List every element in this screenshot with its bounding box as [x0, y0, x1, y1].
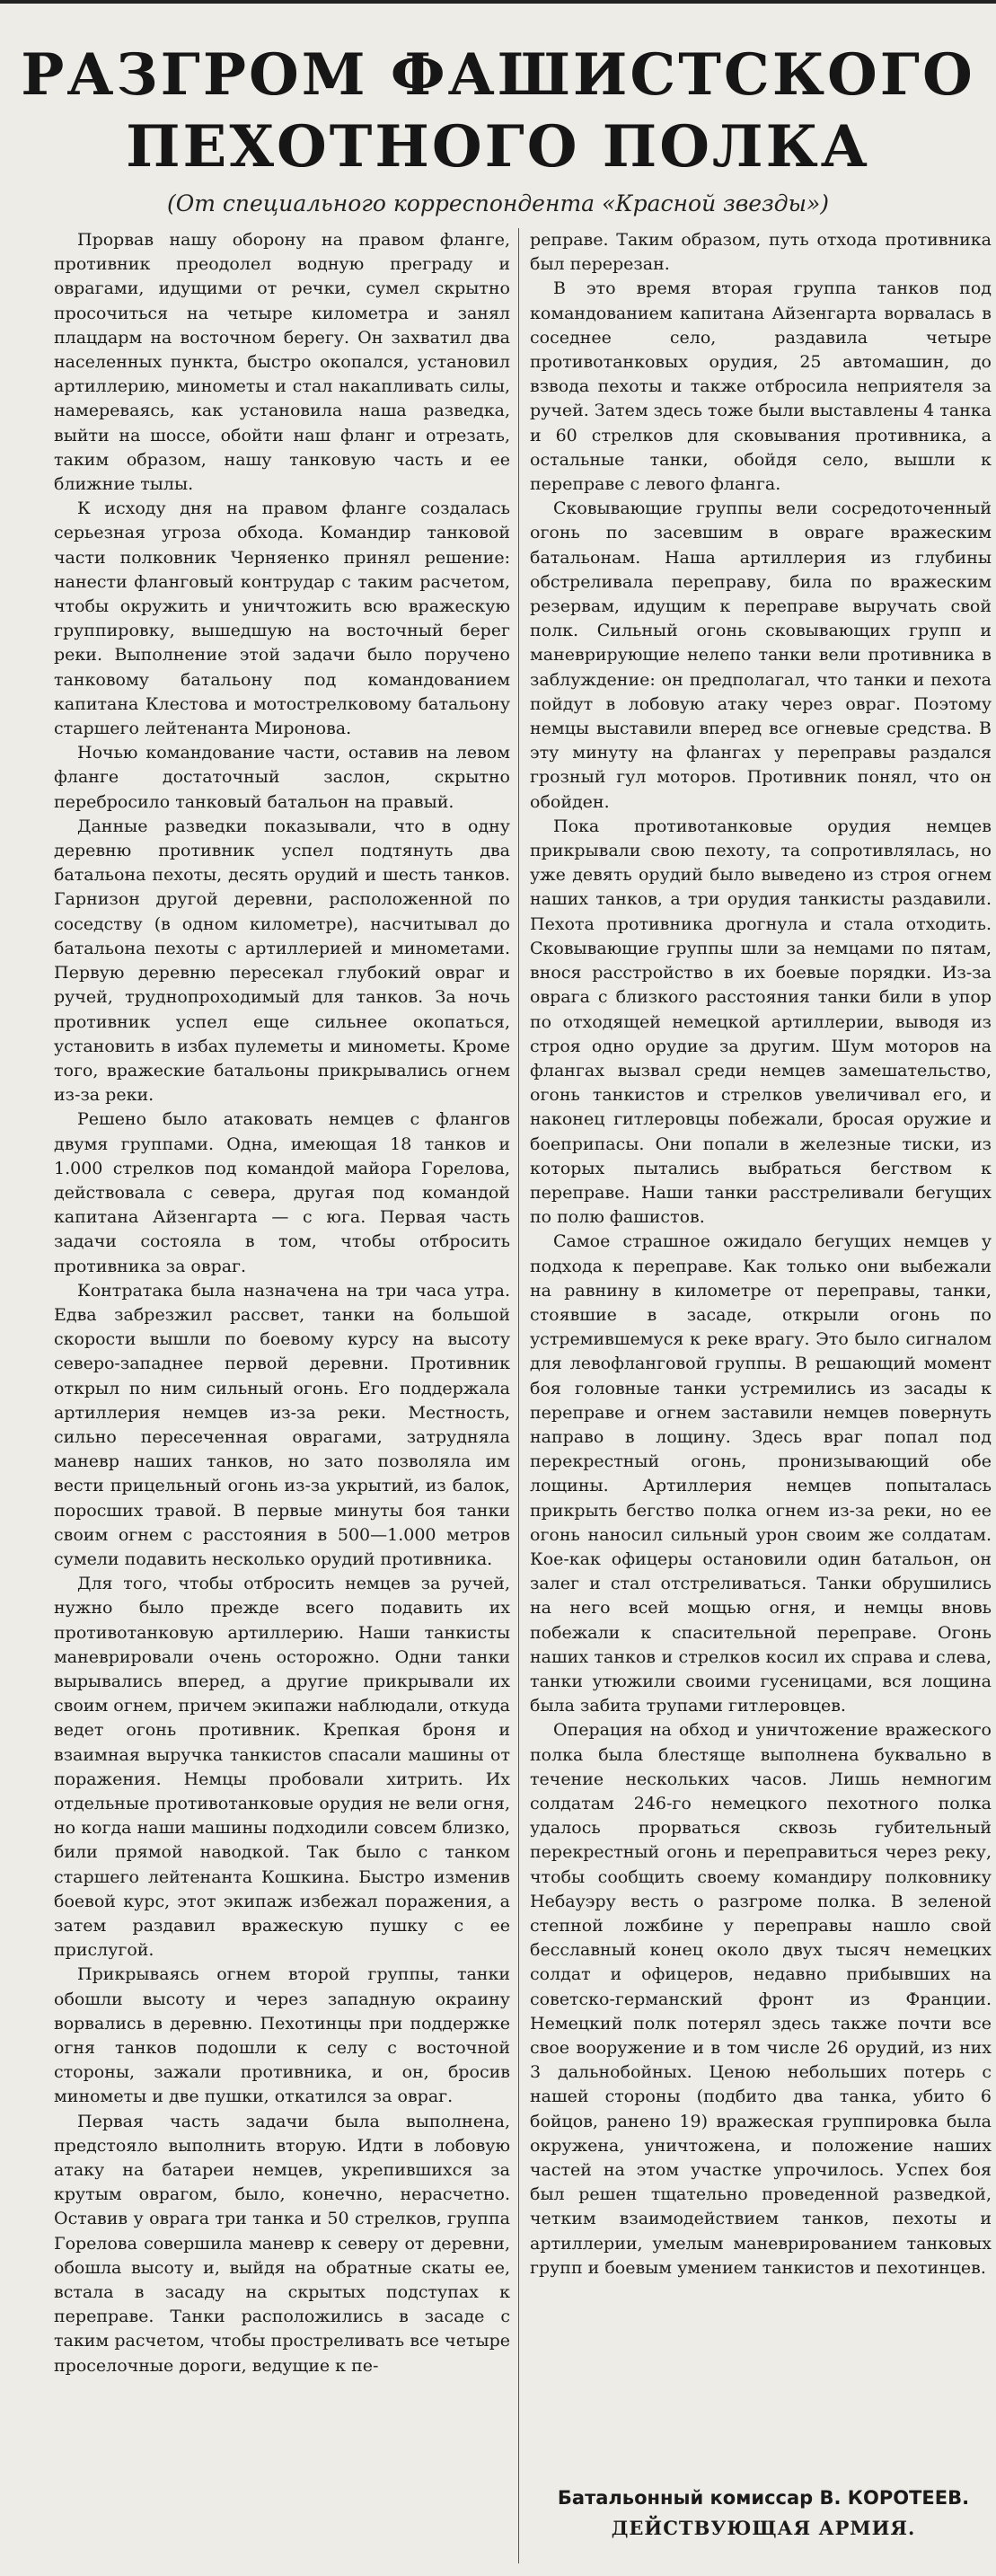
paragraph: Пока противотанковые орудия немцев прикрывали свою пехоту, та сопротивлялась, но уже девять орудий было выведено из строя огнем наших танков, а три орудия танкисты раздавили. Пехота противника дрогнула и стала отходить. Сковывающие группы шли за немцами по пятам, внося расстройство в их боевые порядки. Из-за оврага с близкого расстояния танки били в упор по отходящей немецкой артиллерии, выводя из строя одно орудие за другим. Шум моторов на флангах вызвал среди немцев замешательство, огонь танкистов и стрелков увеличивал его, и наконец гитлеровцы побежали, бросая оружие и боеприпасы. Они попали в железные тиски, из которых пытались выбраться бегством к переправе. Наши танки расстреливали бегущих по полю фашистов. [530, 816, 992, 1228]
paragraph: Решено было атаковать немцев с флангов двумя группами. Одна, имеющая 18 танков и 1.000 стрелков под командой майора Горелова, действовала с севера, другая под командой капитана Айзенгарта — с юга. Первая часть задачи состояла в том, чтобы отбросить противника за овраг. [54, 1109, 510, 1276]
column-divider [518, 228, 519, 2563]
paragraph: реправе. Таким образом, путь отхода противника был перерезан. [530, 230, 992, 275]
headline-line-1: РАЗГРОМ ФАШИСТСКОГО [21, 41, 975, 109]
paragraph: Прорвав нашу оборону на правом фланге, противник преодолел водную преграду и оврагами, идущими от речки, сумел скрытно просочиться на четыре километра и занял плацдарм на восточном берегу. Он захватил два населенных пункта, быстро окопался, установил артиллерию, минометы и стал накапливать силы, намереваясь, как установила наша разведка, выйти на шоссе, обойти наш фланг и отрезать, таким образом, нашу танковую часть и ее ближние тылы. [54, 230, 510, 495]
paragraph: Первая часть задачи была выполнена, предстояло выполнить вторую. Идти в лобовую атаку на батареи немцев, укрепившихся за крутым оврагом, было, конечно, нерасчетно. Оставив у оврага три танка и 50 стрелков, группа Горелова совершила маневр к северу от деревни, обошла высоту и, выйдя на обратные скаты ее, встала в засаду на скрытых подступах к переправе. Танки расположились в засаде с таким расчетом, чтобы простреливать все четыре проселочные дороги, ведущие к пе- [54, 2111, 510, 2376]
byline: (От специального корреспондента «Красной звезды») [167, 190, 829, 216]
dateline: ДЕЙСТВУЮЩАЯ АРМИЯ. [611, 2517, 916, 2539]
paragraph: Ночью командование части, оставив на левом фланге достаточный заслон, скрытно перебросило танковый батальон на правый. [54, 743, 510, 812]
paragraph: Прикрываясь огнем второй группы, танки обошли высоту и через западную окраину ворвались в деревню. Пехотинцы при поддержке огня танков подошли к селу с восточной стороны, зажали противника, и он, бросив минометы и две пушки, откатился за овраг. [54, 1964, 510, 2107]
paragraph: Сковывающие группы вели сосредоточенный огонь по засевшим в овраге вражеским батальонам. Наша артиллерия из глубины обстреливала переправу, била по вражеским резервам, идущим к переправе выручать свой полк. Сильный огонь сковывающих групп и маневрирующие нелепо танки вели противника в заблуждение: он предполагал, что танки и пехота пойдут в лобовую атаку через овраг. Поэтому немцы выставили вперед все огневые средства. В эту минуту на флангах у переправы раздался грозный гул моторов. Противник понял, что он обойден. [530, 498, 992, 812]
signature-block [539, 2483, 988, 2544]
paragraph: К исходу дня на правом фланге создалась серьезная угроза обхода. Командир танковой части полковник Черняенко принял решение: нанести фланговый контрудар с таким расчетом, чтобы окружить и уничтожить всю вражескую группировку, вышедшую на восточный берег реки. Выполнение этой задачи было поручено танковому батальону под командованием капитана Клестова и мотострелковому батальону старшего лейтенанта Миронова. [54, 498, 510, 739]
paragraph: Данные разведки показывали, что в одну деревню противник успел подтянуть два батальона пехоты, десять орудий и шесть танков. Гарнизон другой деревни, расположенной по соседству (в одном километре), насчитывал до батальона пехоты с артиллерией и минометами. Первую деревню пересекал глубокий овраг и ручей, труднопроходимый для танков. За ночь противник успел еще сильнее окопаться, установить в избах пулеметы и минометы. Кроме того, вражеские батальоны прикрывались огнем из-за реки. [54, 816, 510, 1106]
headline-line-2: ПЕХОТНОГО ПОЛКА [126, 113, 870, 181]
article-column-left [54, 228, 510, 2572]
paragraph: В это время вторая группа танков под командованием капитана Айзенгарта ворвалась в соседнее село, раздавила четыре противотанковых орудия, 25 автомашин, до взвода пехоты и также отбросила неприятеля за ручей. Затем здесь тоже были выставлены 4 танка и 60 стрелков для сковывания противника, а остальные танки, обойдя село, вышли к переправе с левого фланга. [530, 278, 992, 495]
paragraph: Операция на обход и уничтожение вражеского полка была блестяще выполнена буквально в течение нескольких часов. Лишь немногим солдатам 246-го немецкого пехотного полка удалось прорваться сквозь губительный перекрестный огонь и переправиться через реку, чтобы сообщить своему командиру полковнику Небауэру весть о разгроме полка. В зеленой степной ложбине у переправы нашло свой бесславный конец около двух тысяч немецких солдат и офицеров, недавно прибывших на советско-германский фронт из Франции. Немецкий полк потерял здесь также почти все свое вооружение и в том числе 26 орудий, из них 3 дальнобойных. Ценою небольших потерь с нашей стороны (подбито два танка, убито 6 бойцов, ранено 19) вражеская группировка была окружена, уничтожена, и положение наших частей на этом участке упрочилось. Успех боя был решен тщательно проведенной разведкой, четким взаимодействием танков, пехоты и артиллерии, умелым маневрированием танковых групп и боевым умением танкистов и пехотинцев. [530, 1720, 992, 2278]
paragraph: Для того, чтобы отбросить немцев за ручей, нужно было прежде всего подавить их противотанковую артиллерию. Наши танкисты маневрировали очень осторожно. Одни танки вырывались вперед, а другие прикрывали их своим огнем, причем экипажи наблюдали, откуда ведет огонь противник. Крепкая броня и взаимная выручка танкистов спасали машины от поражения. Немцы пробовали хитрить. Их отдельные противотанковые орудия не вели огня, но когда наши машины подходили совсем близко, били прямой наводкой. Так было с танком старшего лейтенанта Кошкина. Быстро изменив боевой курс, этот экипаж избежал поражения, а затем раздавил вражескую пушку с ее прислугой. [54, 1574, 510, 1961]
paragraph: Контратака была назначена на три часа утра. Едва забрезжил рассвет, танки на большой скорости вышли по боевому курсу на высоту северо-западнее первой деревни. Противник открыл по ним сильный огонь. Его поддержала артиллерия немцев из-за реки. Местность, сильно пересеченная оврагами, затрудняла маневр наших танков, но зато позволяла им вести прицельный огонь из-за укрытий, из балок, поросших травой. В первые минуты боя танки своим огнем с расстояния в 500—1.000 метров сумели подавить несколько орудий противника. [54, 1280, 510, 1569]
author-signature: Батальонный комиссар В. КОРОТЕЕВ. [557, 2487, 970, 2509]
article-column-right [530, 228, 992, 2492]
paragraph: Самое страшное ожидало бегущих немцев у подхода к переправе. Как только они выбежали на равнину в километре от переправы, танки, стоявшие в засаде, открыли огонь по устремившемуся к реке врагу. Это было сигналом для левофланговой группы. В решающий момент боя головные танки устремились из засады к переправе и огнем заставили немцев повернуть направо в лощину. Здесь враг попал под перекрестный огонь, пронизывающий обе лощины. Артиллерия немцев попыталась прикрыть бегство полка огнем из-за реки, но ее огонь наносил сильный урон своим же солдатам. Кое-как офицеры остановили один батальон, он залег и стал отстреливаться. Танки обрушились на него всей мощью огня, и немцы вновь побежали к спасительной переправе. Огонь наших танков и стрелков косил их справа и слева, танки утюжили своими гусеницами, вся лощина была забита трупами гитлеровцев. [530, 1231, 992, 1716]
